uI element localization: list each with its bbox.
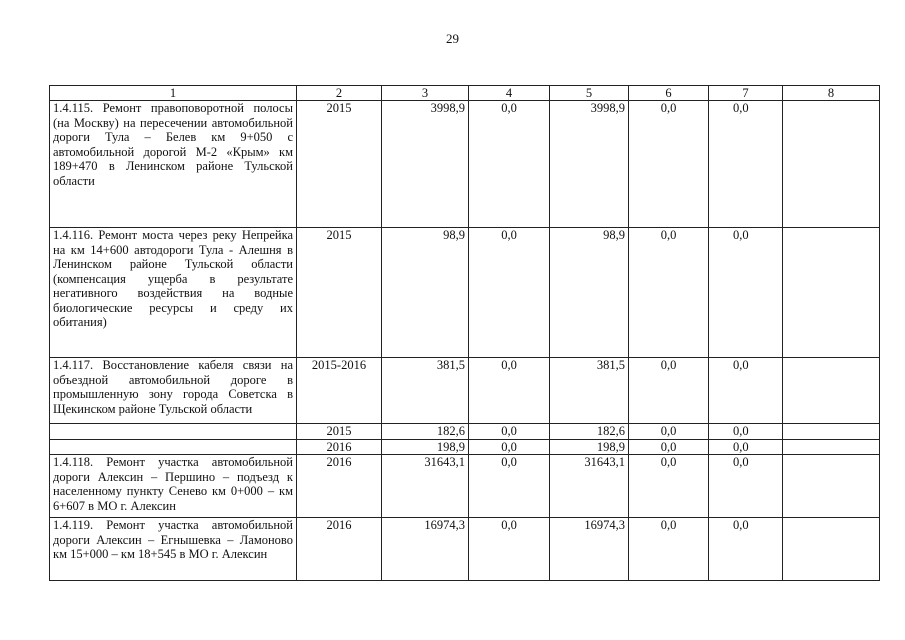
row-col-4: 0,0 xyxy=(469,439,550,455)
row-description xyxy=(50,439,297,455)
row-col-5: 381,5 xyxy=(550,358,629,424)
row-year: 2015 xyxy=(297,101,382,228)
row-year: 2015 xyxy=(297,228,382,358)
header-col-2: 2 xyxy=(297,86,382,101)
row-col-3: 3998,9 xyxy=(382,101,469,228)
row-col-3: 31643,1 xyxy=(382,455,469,518)
row-col-7: 0,0 xyxy=(709,439,783,455)
row-col-3: 198,9 xyxy=(382,439,469,455)
table-row xyxy=(50,424,880,440)
row-col-5: 3998,9 xyxy=(550,101,629,228)
row-col-5: 16974,3 xyxy=(550,518,629,581)
row-col-6: 0,0 xyxy=(629,358,709,424)
row-col-7: 0,0 xyxy=(709,358,783,424)
row-col-8 xyxy=(783,228,880,358)
row-year: 2016 xyxy=(297,518,382,581)
row-col-5: 182,6 xyxy=(550,424,629,440)
row-col-4: 0,0 xyxy=(469,455,550,518)
table-row xyxy=(50,358,880,424)
row-col-8 xyxy=(783,358,880,424)
header-col-1: 1 xyxy=(50,86,297,101)
row-col-8 xyxy=(783,439,880,455)
row-col-5: 98,9 xyxy=(550,228,629,358)
table-row xyxy=(50,101,880,228)
row-year: 2015 xyxy=(297,424,382,440)
row-year: 2015-2016 xyxy=(297,358,382,424)
row-col-7: 0,0 xyxy=(709,228,783,358)
header-col-5: 5 xyxy=(550,86,629,101)
row-col-4: 0,0 xyxy=(469,518,550,581)
row-col-3: 98,9 xyxy=(382,228,469,358)
row-year: 2016 xyxy=(297,455,382,518)
row-description: 1.4.119. Ремонт участка автомобильной дороги Алексин – Егнышевка – Ламоново км 15+000 – км 18+545 в МО г. Алексин xyxy=(50,518,297,581)
row-description: 1.4.118. Ремонт участка автомобильной дороги Алексин – Першино – подъезд к населенному пункту Сенево км 0+000 – км 6+607 в МО г. Алексин xyxy=(50,455,297,518)
row-col-4: 0,0 xyxy=(469,228,550,358)
row-col-8 xyxy=(783,424,880,440)
row-description: 1.4.115. Ремонт правоповоротной полосы (на Москву) на пересечении автомобильной дороги Тула – Белев км 9+050 с автомобильной дорогой М-2 «Крым» км 189+470 в Ленинском районе Тульской области xyxy=(50,101,297,228)
table-row xyxy=(50,439,880,455)
row-col-8 xyxy=(783,518,880,581)
row-col-8 xyxy=(783,101,880,228)
header-col-6: 6 xyxy=(629,86,709,101)
row-col-4: 0,0 xyxy=(469,424,550,440)
header-col-4: 4 xyxy=(469,86,550,101)
row-description: 1.4.116. Ремонт моста через реку Непрейка на км 14+600 автодороги Тула - Алешня в Ленинском районе Тульской области (компенсация ущерба в результате негативного воздействия на водные биологические ресурсы и среду их обитания) xyxy=(50,228,297,358)
row-col-7: 0,0 xyxy=(709,455,783,518)
row-col-6: 0,0 xyxy=(629,228,709,358)
row-col-3: 182,6 xyxy=(382,424,469,440)
row-description xyxy=(50,424,297,440)
budget-table xyxy=(49,85,880,581)
row-col-6: 0,0 xyxy=(629,424,709,440)
row-col-7: 0,0 xyxy=(709,101,783,228)
row-col-7: 0,0 xyxy=(709,424,783,440)
row-year: 2016 xyxy=(297,439,382,455)
row-col-4: 0,0 xyxy=(469,101,550,228)
table-row xyxy=(50,455,880,518)
header-col-7: 7 xyxy=(709,86,783,101)
table-row xyxy=(50,228,880,358)
row-col-6: 0,0 xyxy=(629,439,709,455)
header-col-8: 8 xyxy=(783,86,880,101)
row-col-7: 0,0 xyxy=(709,518,783,581)
row-col-3: 381,5 xyxy=(382,358,469,424)
header-col-3: 3 xyxy=(382,86,469,101)
row-col-5: 31643,1 xyxy=(550,455,629,518)
row-col-8 xyxy=(783,455,880,518)
row-col-6: 0,0 xyxy=(629,101,709,228)
row-col-4: 0,0 xyxy=(469,358,550,424)
row-col-6: 0,0 xyxy=(629,518,709,581)
table-row xyxy=(50,518,880,581)
row-col-5: 198,9 xyxy=(550,439,629,455)
page-number: 29 xyxy=(446,31,459,46)
row-col-6: 0,0 xyxy=(629,455,709,518)
row-col-3: 16974,3 xyxy=(382,518,469,581)
row-description: 1.4.117. Восстановление кабеля связи на объездной автомобильной дороге в промышленную зону города Советска в Щекинском районе Тульской области xyxy=(50,358,297,424)
header-row xyxy=(50,86,880,101)
